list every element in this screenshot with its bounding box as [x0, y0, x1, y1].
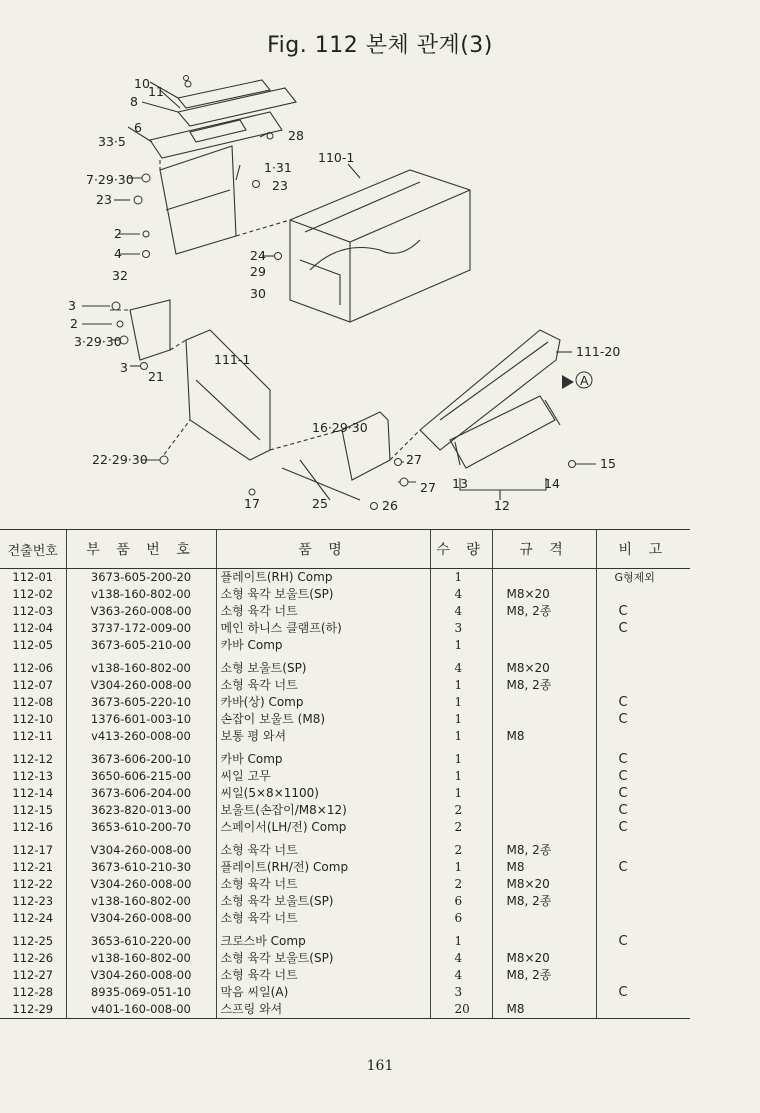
svg-text:14: 14 [544, 476, 560, 491]
part-number-cell: 3673-605-210-00 [66, 637, 216, 654]
svg-text:2: 2 [70, 316, 78, 331]
bottom-cover [450, 396, 555, 468]
table-row [0, 950, 690, 967]
part-name-cell: 소형 육각 보울트(SP) [216, 893, 430, 910]
table-row [0, 711, 690, 728]
part-number-cell: 3623-820-013-00 [66, 802, 216, 819]
svg-text:32: 32 [112, 268, 128, 283]
remarks-cell [596, 1001, 690, 1019]
svg-text:6: 6 [134, 120, 142, 135]
ref-no-cell: 112-07 [12, 678, 54, 692]
remarks-cell [596, 893, 690, 910]
spec-cell [492, 620, 596, 637]
ref-no-cell: 112-15 [12, 803, 54, 817]
spec-cell: M8 [492, 859, 596, 876]
part-name-cell: 크로스바 Comp [216, 927, 430, 950]
spec-cell: M8×20 [492, 876, 596, 893]
ref-no-cell: 112-08 [12, 695, 54, 709]
table-row [0, 603, 690, 620]
main-frame-box [290, 170, 470, 322]
part-name-cell: 보울트(손잡이/M8×12) [216, 802, 430, 819]
quantity-cell: 2 [430, 802, 492, 819]
spec-cell [492, 819, 596, 836]
svg-text:15: 15 [600, 456, 616, 471]
remarks-cell: C [596, 859, 690, 876]
part-number-cell: v138-160-802-00 [66, 950, 216, 967]
svg-text:3·29·30: 3·29·30 [74, 334, 122, 349]
spec-cell: M8, 2종 [492, 603, 596, 620]
svg-text:23: 23 [96, 192, 112, 207]
table-row [0, 785, 690, 802]
quantity-cell: 1 [430, 745, 492, 768]
quantity-cell: 4 [430, 654, 492, 677]
quantity-cell: 4 [430, 586, 492, 603]
quantity-cell: 1 [430, 728, 492, 745]
ref-no-cell: 112-14 [12, 786, 54, 800]
part-number-cell: 3673-610-210-30 [66, 859, 216, 876]
remarks-cell: C [596, 711, 690, 728]
spec-cell: M8, 2종 [492, 836, 596, 859]
ref-no-cell: 112-05 [12, 638, 54, 652]
remarks-cell: C [596, 745, 690, 768]
svg-text:12: 12 [494, 498, 510, 513]
exploded-parts-diagram [0, 60, 760, 520]
quantity-cell: 3 [430, 984, 492, 1001]
svg-text:26: 26 [382, 498, 398, 513]
svg-text:2: 2 [114, 226, 122, 241]
spec-cell: M8 [492, 728, 596, 745]
part-name-cell: 소형 육각 너트 [216, 876, 430, 893]
part-name-cell: 카바 Comp [216, 745, 430, 768]
part-number-cell: 3673-606-200-10 [66, 745, 216, 768]
ref-no-cell: 112-06 [12, 661, 54, 675]
remarks-cell [596, 728, 690, 745]
remarks-cell: C [596, 694, 690, 711]
spec-cell: M8×20 [492, 654, 596, 677]
ref-no-cell: 112-11 [12, 729, 54, 743]
quantity-cell: 3 [430, 620, 492, 637]
part-number-cell: 3737-172-009-00 [66, 620, 216, 637]
svg-text:8: 8 [130, 94, 138, 109]
quantity-cell: 1 [430, 677, 492, 694]
quantity-cell: 1 [430, 711, 492, 728]
part-name-cell: 카바(상) Comp [216, 694, 430, 711]
quantity-cell: 6 [430, 893, 492, 910]
svg-text:13: 13 [452, 476, 468, 491]
ref-no-cell: 112-01 [12, 570, 54, 584]
part-number-cell: v138-160-802-00 [66, 893, 216, 910]
part-name-cell: 막음 씨일(A) [216, 984, 430, 1001]
table-row [0, 637, 690, 654]
svg-text:1·31: 1·31 [264, 160, 292, 175]
part-number-cell: V363-260-008-00 [66, 603, 216, 620]
svg-text:3: 3 [68, 298, 76, 313]
svg-text:33·5: 33·5 [98, 134, 126, 149]
part-name-cell: 소형 육각 너트 [216, 677, 430, 694]
svg-text:21: 21 [148, 369, 164, 384]
table-row [0, 802, 690, 819]
table-row [0, 819, 690, 836]
ref-no-cell: 112-26 [12, 951, 54, 965]
quantity-cell: 2 [430, 836, 492, 859]
remarks-cell: C [596, 984, 690, 1001]
table-row [0, 586, 690, 603]
ref-no-cell: 112-29 [0, 1001, 66, 1019]
part-name-cell: 메인 하니스 클램프(하) [216, 620, 430, 637]
ref-no-cell: 112-02 [12, 587, 54, 601]
svg-text:27: 27 [406, 452, 422, 467]
quantity-cell: 4 [430, 603, 492, 620]
quantity-cell: 1 [430, 859, 492, 876]
table-row [0, 569, 690, 587]
page-number: 161 [366, 1058, 394, 1074]
remarks-cell: C [596, 603, 690, 620]
part-name-cell: 소형 보울트(SP) [216, 654, 430, 677]
part-name-cell: 스페이서(LH/전) Comp [216, 819, 430, 836]
part-name-cell: 소형 육각 너트 [216, 967, 430, 984]
table-row [0, 893, 690, 910]
table-row [0, 768, 690, 785]
part-number-cell: 3673-606-204-00 [66, 785, 216, 802]
part-name-cell: 소형 육각 보울트(SP) [216, 586, 430, 603]
bracket-plate [130, 300, 170, 360]
spec-cell: M8 [492, 1001, 596, 1019]
ref-no-cell: 112-24 [12, 911, 54, 925]
quantity-cell: 4 [430, 950, 492, 967]
remarks-cell [596, 637, 690, 654]
svg-text:30: 30 [250, 286, 266, 301]
svg-text:23: 23 [272, 178, 288, 193]
svg-text:28: 28 [288, 128, 304, 143]
part-number-cell: V304-260-008-00 [66, 910, 216, 927]
part-number-cell: V304-260-008-00 [66, 876, 216, 893]
svg-text:16·29·30: 16·29·30 [312, 420, 368, 435]
ref-no-cell: 112-23 [12, 894, 54, 908]
remarks-cell [596, 950, 690, 967]
spec-cell [492, 569, 596, 587]
svg-text:111-20: 111-20 [576, 344, 621, 359]
header-ref-no: 견출번호 [0, 530, 66, 569]
part-number-cell: 1376-601-003-10 [66, 711, 216, 728]
remarks-cell: G형제외 [596, 569, 690, 587]
svg-text:17: 17 [244, 496, 260, 511]
part-name-cell: 소형 육각 너트 [216, 910, 430, 927]
spec-cell [492, 910, 596, 927]
spec-cell [492, 694, 596, 711]
remarks-cell: C [596, 927, 690, 950]
view-arrow [562, 375, 574, 389]
quantity-cell: 20 [430, 1001, 492, 1019]
remarks-cell: C [596, 819, 690, 836]
quantity-cell: 2 [430, 876, 492, 893]
svg-text:3: 3 [120, 360, 128, 375]
quantity-cell: 1 [430, 927, 492, 950]
table-row [0, 654, 690, 677]
spec-cell: M8, 2종 [492, 893, 596, 910]
svg-text:10: 10 [134, 76, 150, 91]
part-name-cell: 소형 육각 너트 [216, 836, 430, 859]
table-row [0, 910, 690, 927]
part-name-cell: 소형 육각 보울트(SP) [216, 950, 430, 967]
table-row [0, 836, 690, 859]
svg-text:22·29·30: 22·29·30 [92, 452, 148, 467]
part-number-cell: v401-160-008-00 [66, 1001, 216, 1019]
header-spec: 규 격 [492, 530, 596, 569]
table-row [0, 728, 690, 745]
table-row [0, 677, 690, 694]
part-name-cell: 플레이트(RH/전) Comp [216, 859, 430, 876]
table-row [0, 984, 690, 1001]
table-row [0, 694, 690, 711]
spec-cell: M8, 2종 [492, 677, 596, 694]
ref-no-cell: 112-17 [12, 843, 54, 857]
remarks-cell [596, 876, 690, 893]
part-name-cell: 소형 육각 너트 [216, 603, 430, 620]
remarks-cell [596, 586, 690, 603]
ref-no-cell: 112-13 [12, 769, 54, 783]
svg-text:4: 4 [114, 246, 122, 261]
spec-cell [492, 768, 596, 785]
svg-text:110-1: 110-1 [318, 150, 355, 165]
header-remarks: 비 고 [596, 530, 690, 569]
ref-no-cell: 112-28 [12, 985, 54, 999]
figure-title: Fig. 112 본체 관계(3) [267, 33, 493, 58]
ref-no-cell: 112-21 [12, 860, 54, 874]
spec-cell: M8×20 [492, 586, 596, 603]
part-number-cell: 8935-069-051-10 [66, 984, 216, 1001]
quantity-cell: 6 [430, 910, 492, 927]
table-row [0, 967, 690, 984]
svg-text:7·29·30: 7·29·30 [86, 172, 134, 187]
side-plate-lh [186, 330, 270, 460]
part-name-cell: 스프링 와셔 [216, 1001, 430, 1019]
spec-cell [492, 785, 596, 802]
remarks-cell [596, 836, 690, 859]
ref-no-cell: 112-12 [12, 752, 54, 766]
table-row [0, 745, 690, 768]
part-number-cell: V304-260-008-00 [66, 967, 216, 984]
part-name-cell: 카바 Comp [216, 637, 430, 654]
svg-text:29: 29 [250, 264, 266, 279]
part-number-cell: 3653-610-220-00 [66, 927, 216, 950]
table-row [0, 859, 690, 876]
svg-text:27: 27 [420, 480, 436, 495]
part-name-cell: 플레이트(RH) Comp [216, 569, 430, 587]
quantity-cell: 1 [430, 694, 492, 711]
part-name-cell: 씨일 고무 [216, 768, 430, 785]
ref-no-cell: 112-27 [12, 968, 54, 982]
header-part-name: 품 명 [216, 530, 430, 569]
ref-no-cell: 112-16 [12, 820, 54, 834]
spec-cell: M8×20 [492, 950, 596, 967]
remarks-cell: C [596, 802, 690, 819]
part-number-cell: 3673-605-200-20 [66, 569, 216, 587]
svg-text:24: 24 [250, 248, 266, 263]
part-name-cell: 손잡이 보울트 (M8) [216, 711, 430, 728]
part-number-cell: v138-160-802-00 [66, 654, 216, 677]
spec-cell: M8, 2종 [492, 967, 596, 984]
remarks-cell [596, 654, 690, 677]
part-number-cell: V304-260-008-00 [66, 836, 216, 859]
remarks-cell [596, 910, 690, 927]
quantity-cell: 2 [430, 819, 492, 836]
table-row [0, 876, 690, 893]
remarks-cell [596, 677, 690, 694]
spec-cell [492, 637, 596, 654]
svg-text:25: 25 [312, 496, 328, 511]
spec-cell [492, 802, 596, 819]
part-number-cell: v138-160-802-00 [66, 586, 216, 603]
remarks-cell: C [596, 768, 690, 785]
table-row [0, 620, 690, 637]
part-name-cell: 씨일(5×8×1100) [216, 785, 430, 802]
ref-no-cell: 112-22 [12, 877, 54, 891]
ref-no-cell: 112-03 [12, 604, 54, 618]
part-name-cell: 보통 평 와셔 [216, 728, 430, 745]
header-quantity: 수 량 [430, 530, 492, 569]
remarks-cell [596, 967, 690, 984]
ref-no-cell: 112-25 [12, 934, 54, 948]
quantity-cell: 4 [430, 967, 492, 984]
spec-cell [492, 984, 596, 1001]
spec-cell [492, 711, 596, 728]
remarks-cell: C [596, 785, 690, 802]
quantity-cell: 1 [430, 569, 492, 587]
spec-cell [492, 927, 596, 950]
quantity-cell: 1 [430, 785, 492, 802]
ref-no-cell: 112-10 [12, 712, 54, 726]
remarks-cell: C [596, 620, 690, 637]
part-number-cell: 3650-606-215-00 [66, 768, 216, 785]
svg-text:11: 11 [148, 84, 164, 99]
part-number-cell: 3653-610-200-70 [66, 819, 216, 836]
table-row [0, 1001, 690, 1019]
table-row [0, 927, 690, 950]
part-number-cell: v413-260-008-00 [66, 728, 216, 745]
part-number-cell: V304-260-008-00 [66, 677, 216, 694]
svg-text:111-1: 111-1 [214, 352, 251, 367]
parts-table [0, 529, 690, 1019]
spec-cell [492, 745, 596, 768]
part-number-cell: 3673-605-220-10 [66, 694, 216, 711]
svg-text:A: A [580, 373, 589, 388]
ref-no-cell: 112-04 [12, 621, 54, 635]
quantity-cell: 1 [430, 768, 492, 785]
table-header-row [0, 530, 690, 569]
header-part-no: 부 품 번 호 [66, 530, 216, 569]
quantity-cell: 1 [430, 637, 492, 654]
